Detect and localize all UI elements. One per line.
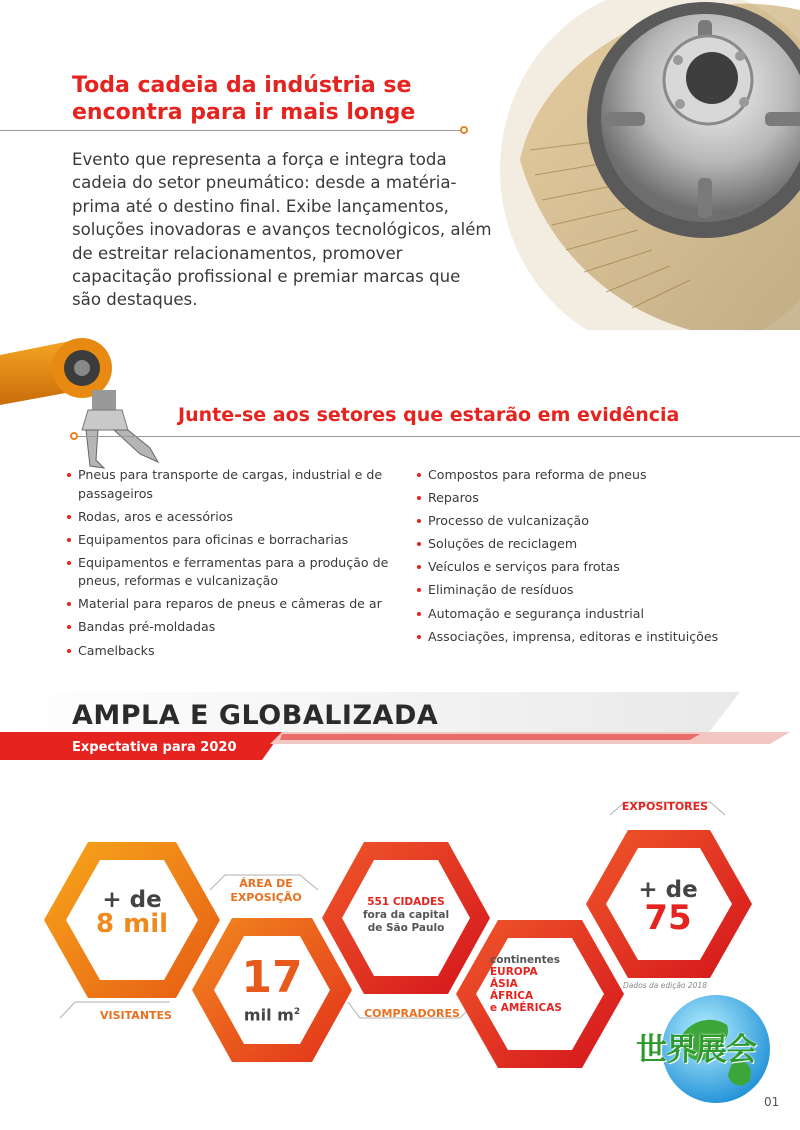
area-unit — [222, 1003, 322, 1024]
list-item: Compostos para reforma de pneus — [414, 466, 759, 485]
buyers-sp: de São Paulo — [367, 922, 445, 934]
exhibitors-prefix: + de — [638, 877, 698, 903]
title-divider — [0, 130, 462, 131]
intro-paragraph: Evento que representa a força e integra toda cadeia do setor pneumático: desde a matéria-prima até o destino final. Exibe lançamentos, soluções inovadoras e avanços tecnológicos, além de estreitar relacionamentos, promover capacitação profissional e premiar marcas que são destaques. — [72, 150, 492, 310]
page-number: 01 — [764, 1095, 780, 1109]
visitors-prefix: + de — [102, 887, 162, 913]
list-item: Bandas pré-moldadas — [64, 618, 409, 637]
visitors-label: VISITANTES — [100, 1009, 172, 1022]
data-source-note: Dados da edição 2018 — [623, 981, 707, 990]
sectors-list-left — [64, 466, 409, 665]
buyers-label: COMPRADORES — [364, 1007, 460, 1020]
list-item: Camelbacks — [64, 642, 409, 661]
list-item: Pneus para transporte de cargas, industrial e de passageiros — [64, 466, 409, 503]
sectors-divider-dot — [70, 432, 78, 440]
visitors-value: 8 mil — [95, 909, 169, 939]
exhibitors-label: EXPOSITORES — [621, 800, 709, 813]
area-label-1: ÁREA DE — [239, 877, 293, 890]
divider-dot — [460, 126, 468, 134]
list-item: Material para reparos de pneus e câmeras de ar — [64, 595, 409, 614]
banner-subtitle: Expectativa para 2020 — [72, 740, 237, 755]
intro-title: Toda cadeia da indústria se encontra para ir mais longe — [72, 73, 416, 125]
sectors-divider — [74, 436, 800, 437]
list-item: Processo de vulcanização — [414, 512, 759, 531]
area-unit-text: mil m — [243, 1005, 294, 1025]
robot-arm-illustration — [0, 330, 180, 480]
banner-title: AMPLA E GLOBALIZADA — [72, 700, 439, 731]
watermark-text: 世界展会 — [636, 1032, 756, 1068]
buyers-cities: 551 CIDADES — [367, 896, 445, 908]
list-item: Rodas, aros e acessórios — [64, 508, 409, 527]
continent-asia: ÁSIA — [490, 978, 518, 990]
list-item: Equipamentos para oficinas e borracharias — [64, 531, 409, 550]
tire-illustration — [500, 0, 800, 330]
continents-label: continentes — [490, 954, 560, 966]
buyers-outside: fora da capital — [362, 909, 450, 921]
area-value: 17 — [241, 952, 303, 1003]
list-item: Equipamentos e ferramentas para a produção de pneus, reformas e vulcanização — [64, 554, 409, 591]
list-item: Associações, imprensa, editoras e instituições — [414, 628, 759, 647]
continent-africa: ÁFRICA — [490, 990, 534, 1002]
area-unit-sup: 2 — [293, 1007, 301, 1017]
sectors-title: Junte-se aos setores que estarão em evidência — [178, 404, 680, 426]
area-label-2: EXPOSIÇÃO — [230, 891, 302, 904]
list-item: Automação e segurança industrial — [414, 605, 759, 624]
exhibitors-value: 75 — [644, 898, 692, 938]
list-item: Eliminação de resíduos — [414, 581, 759, 600]
continent-europe: EUROPA — [490, 966, 538, 978]
list-item: Soluções de reciclagem — [414, 535, 759, 554]
list-item: Veículos e serviços para frotas — [414, 558, 759, 577]
list-item: Reparos — [414, 489, 759, 508]
continent-americas: e AMÉRICAS — [490, 1002, 562, 1014]
sectors-list-right — [414, 466, 759, 651]
